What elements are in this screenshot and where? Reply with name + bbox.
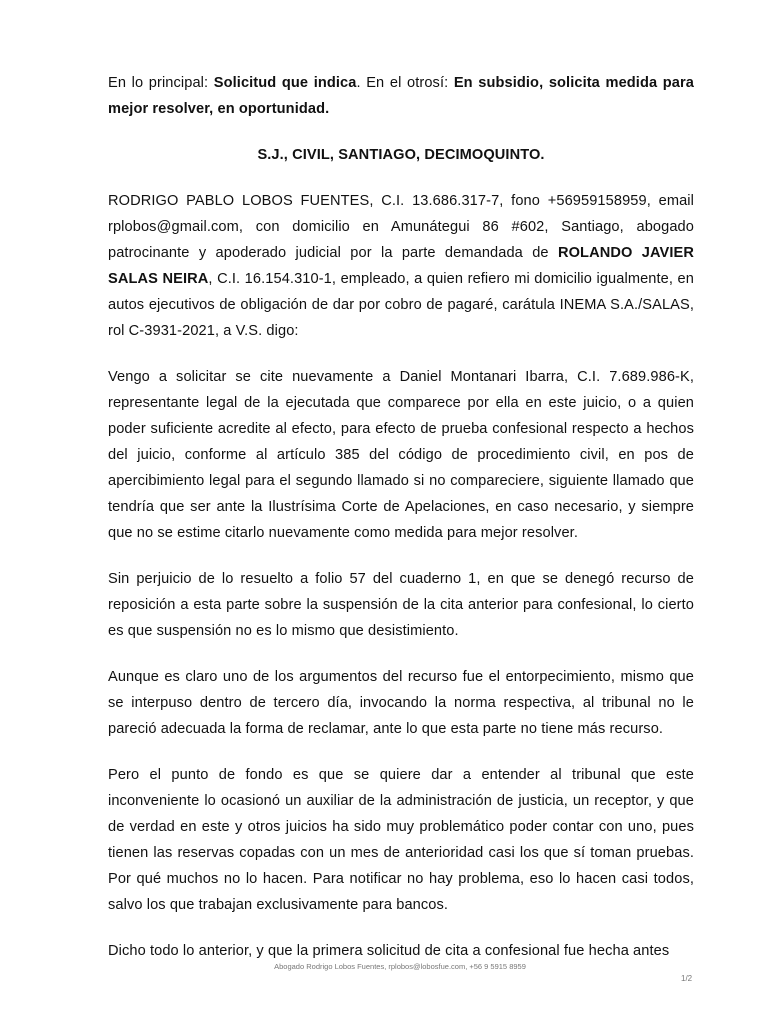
intro-paragraph: [108, 188, 694, 344]
body-paragraph-1: Vengo a solicitar se cite nuevamente a Daniel Montanari Ibarra, C.I. 7.689.986-K, representante legal de la ejecutada que comparece por ella en este juicio, o a quien poder suficiente acredite al efecto, para efecto de prueba confesional respecto a hechos del juicio, conforme al artículo 385 del código de procedimiento civil, en pos de apercibimiento legal para el segundo llamado si no compareciere, siguiente llamado que tendría que ser ante la Ilustrísima Corte de Apelaciones, en caso necesario, y siempre que no se estime citarlo nuevamente como medida para mejor resolver.: [108, 369, 694, 541]
body-paragraph-4: Pero el punto de fondo es que se quiere dar a entender al tribunal que este inconveniente lo ocasionó un auxiliar de la administración de justicia, un receptor, y que de verdad en este y otros juicios ha sido muy problemático poder contar con uno, pues tienen las reservas copadas con un mes de anterioridad casi los que sí toman pruebas. Por qué muchos no lo hacen. Para notificar no hay problema, eso lo hacen casi todos, salvo los que trabajan exclusivamente para bancos.: [108, 767, 694, 913]
body-paragraph-3: Aunque es claro uno de los argumentos del recurso fue el entorpecimiento, mismo que se interpuso dentro de tercero día, invocando la norma respectiva, al tribunal no le pareció adecuada la forma de reclamar, ante lo que esta parte no tiene más recurso.: [108, 669, 694, 737]
intro-text-2: , C.I. 16.154.310-1, empleado, a quien refiero mi domicilio igualmente, en autos ejecutivos de obligación de dar por cobro de pagaré, carátula INEMA S.A./SALAS, rol C-3931-2021, a V.S. digo:: [108, 271, 694, 339]
body-paragraph-2: Sin perjuicio de lo resuelto a folio 57 del cuaderno 1, en que se denegó recurso de reposición a esta parte sobre la suspensión de la cita anterior para confesional, lo cierto es que suspensión no es lo mismo que desistimiento.: [108, 571, 694, 639]
intro-text-1: RODRIGO PABLO LOBOS FUENTES, C.I. 13.686.317-7, fono +56959158959, email rplobos@gmail.com, con domicilio en Amunátegui 86 #602, Santiago, abogado patrocinante y apoderado judicial por la parte demandada de: [108, 193, 694, 261]
page-number: 1/2: [681, 974, 693, 983]
document-body: [108, 70, 694, 984]
body-paragraph-5: Dicho todo lo anterior, y que la primera solicitud de cita a confesional fue hecha antes: [108, 943, 670, 959]
summary-bold-1: Solicitud que indica: [213, 75, 357, 91]
summary-text-2: . En el otrosí:: [356, 75, 454, 91]
court-heading: S.J., CIVIL, SANTIAGO, DECIMOQUINTO.: [257, 147, 545, 163]
summary-text-1: En lo principal:: [108, 75, 214, 91]
page-footer: Abogado Rodrigo Lobos Fuentes, rplobos@lobosfue.com, +56 9 5915 8959: [274, 962, 526, 971]
defendant-name: ROLANDO JAVIER SALAS NEIRA: [108, 245, 694, 287]
summary-paragraph: [108, 70, 694, 122]
summary-bold-2: En subsidio, solicita medida para mejor resolver, en oportunidad.: [108, 75, 694, 117]
